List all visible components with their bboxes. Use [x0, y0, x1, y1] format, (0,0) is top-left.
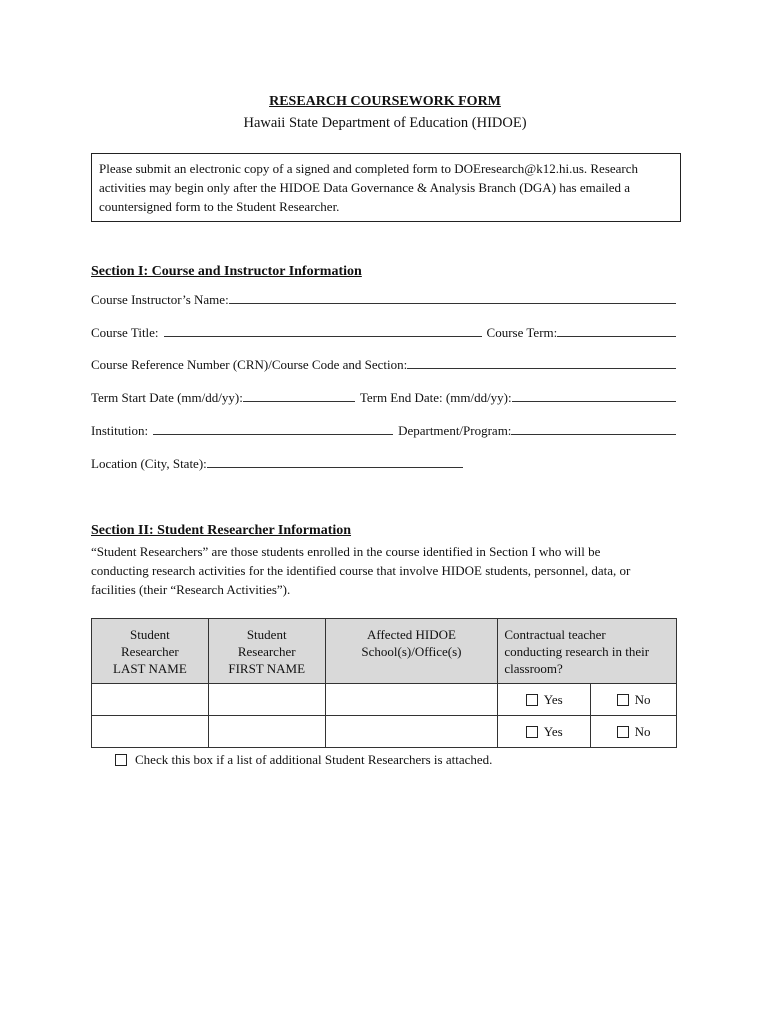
course-title-row	[91, 321, 676, 341]
section-1-heading: Section I: Course and Instructor Information	[91, 264, 362, 279]
institution-row	[91, 419, 676, 439]
notice-line-3: countersigned form to the Student Researcher.	[99, 199, 340, 214]
last-name-cell[interactable]	[92, 684, 209, 716]
header-last-name: Student Researcher LAST NAME	[92, 619, 209, 684]
term-start-field[interactable]	[243, 401, 355, 402]
instructor-name-field[interactable]	[229, 303, 676, 304]
course-term-label: Course Term:	[486, 325, 558, 340]
header-contractual-teacher: Contractual teacher conducting research in their classroom?	[498, 619, 677, 684]
no-checkbox[interactable]	[617, 694, 629, 706]
term-dates-row	[91, 386, 676, 406]
course-title-label: Course Title:	[91, 325, 159, 340]
location-field[interactable]	[207, 467, 463, 468]
student-researcher-table	[91, 618, 677, 748]
form-title: RESEARCH COURSEWORK FORM	[269, 94, 501, 109]
institution-field[interactable]	[153, 434, 393, 435]
location-row	[91, 452, 463, 472]
additional-researchers-row	[115, 752, 492, 768]
table-header-row	[92, 619, 677, 684]
intro-line-1: “Student Researchers” are those students enrolled in the course identified in Section I who will be	[91, 544, 601, 559]
intro-line-2: conducting research activities for the identified course that involve HIDOE students, personnel, data, or	[91, 563, 631, 578]
table-row	[92, 684, 677, 716]
yes-label: Yes	[543, 691, 563, 707]
department-label: Department/Program:	[398, 423, 512, 438]
term-end-field[interactable]	[512, 401, 676, 402]
header-first-name: Student Researcher FIRST NAME	[208, 619, 325, 684]
crn-label: Course Reference Number (CRN)/Course Code and Section:	[91, 357, 408, 372]
no-cell	[591, 684, 677, 716]
department-field[interactable]	[511, 434, 676, 435]
instructor-name-label: Course Instructor’s Name:	[91, 292, 229, 307]
yes-checkbox[interactable]	[526, 694, 538, 706]
course-title-field[interactable]	[164, 336, 482, 337]
additional-researchers-checkbox[interactable]	[115, 754, 127, 766]
table-row	[92, 716, 677, 748]
yes-cell	[498, 684, 591, 716]
yes-label: Yes	[543, 723, 563, 739]
notice-line-1: Please submit an electronic copy of a signed and completed form to DOEresearch@k12.hi.us. Research	[99, 161, 639, 176]
crn-row	[91, 353, 676, 373]
term-end-label: Term End Date: (mm/dd/yy):	[359, 390, 512, 405]
header-affected-school: Affected HIDOE School(s)/Office(s)	[325, 619, 498, 684]
first-name-cell[interactable]	[208, 716, 325, 748]
location-label: Location (City, State):	[91, 456, 207, 471]
no-label: No	[634, 691, 651, 707]
form-subtitle: Hawaii State Department of Education (HIDOE)	[243, 115, 527, 131]
notice-line-2: activities may begin only after the HIDOE Data Governance & Analysis Branch (DGA) has emailed a	[99, 180, 631, 195]
additional-researchers-label: Check this box if a list of additional Student Researchers is attached.	[135, 752, 493, 767]
crn-field[interactable]	[407, 368, 676, 369]
section-2-intro	[91, 542, 676, 599]
intro-line-3: facilities (their “Research Activities”).	[91, 582, 291, 597]
course-term-field[interactable]	[557, 336, 676, 337]
last-name-cell[interactable]	[92, 716, 209, 748]
first-name-cell[interactable]	[208, 684, 325, 716]
instructor-name-row	[91, 288, 676, 308]
term-start-label: Term Start Date (mm/dd/yy):	[91, 390, 243, 405]
yes-checkbox[interactable]	[526, 726, 538, 738]
no-cell	[591, 716, 677, 748]
yes-cell	[498, 716, 591, 748]
school-cell[interactable]	[325, 684, 498, 716]
section-2-heading: Section II: Student Researcher Information	[91, 523, 352, 538]
school-cell[interactable]	[325, 716, 498, 748]
submission-notice	[91, 153, 681, 222]
no-checkbox[interactable]	[617, 726, 629, 738]
institution-label: Institution:	[91, 423, 149, 438]
no-label: No	[634, 723, 651, 739]
